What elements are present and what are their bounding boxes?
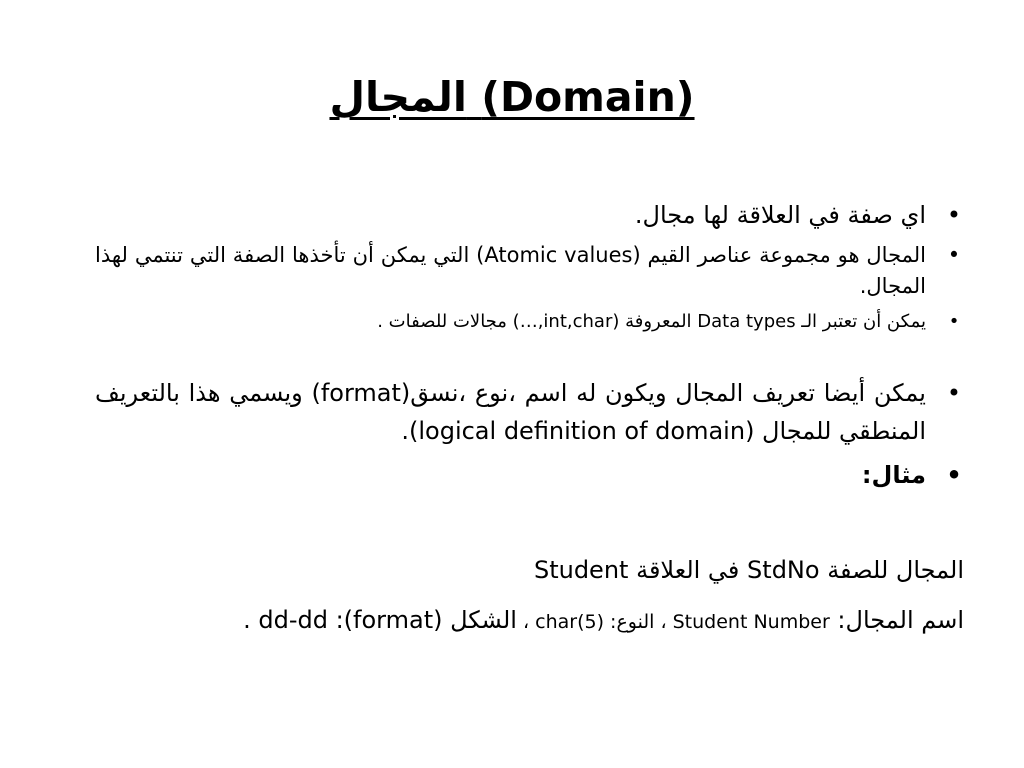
example-domain-name-and-type: Student Number ، النوع: char(5) ، xyxy=(516,611,830,633)
bullet-dot: • xyxy=(946,461,962,489)
bullet-text: اي صفة في العلاقة لها مجال. xyxy=(634,201,926,229)
bullet-item xyxy=(95,308,966,336)
bullet-item xyxy=(95,196,966,234)
example-line-2 xyxy=(50,602,964,640)
example-domain-name-label: اسم المجال: xyxy=(829,606,964,634)
bullet-dot: • xyxy=(946,379,962,407)
bullet-list xyxy=(95,196,966,494)
slide-title-text xyxy=(329,73,694,121)
bullet-text: يمكن أن تعتبر الـ Data types المعروفة (int,char,…) مجالات للصفات . xyxy=(377,311,926,332)
bullet-dot: • xyxy=(946,201,962,229)
bullet-item xyxy=(95,374,966,450)
bullet-text: المجال هو مجموعة عناصر القيم (Atomic values) التي يمكن أن تأخذها الصفة التي تنتمي لهذا المجال. xyxy=(95,243,927,298)
title-english: (Domain) xyxy=(481,73,695,121)
example-line-1: المجال للصفة StdNo في العلاقة Student xyxy=(533,556,964,584)
bullet-item xyxy=(95,240,966,302)
title-arabic: المجال xyxy=(329,73,467,121)
bullet-dot: • xyxy=(947,243,961,267)
example-domain-format: الشكل (format): dd-dd . xyxy=(243,606,517,634)
bullet-text: مثال: xyxy=(861,461,926,489)
bullet-dot: • xyxy=(948,311,960,332)
bullet-text: يمكن أيضا تعريف المجال ويكون له اسم ،نوع ،نسق(format) ويسمي هذا بالتعريف المنطقي للمجال (logical definition of domain). xyxy=(95,379,926,445)
bullet-item xyxy=(95,456,966,494)
slide-title xyxy=(0,68,1024,126)
